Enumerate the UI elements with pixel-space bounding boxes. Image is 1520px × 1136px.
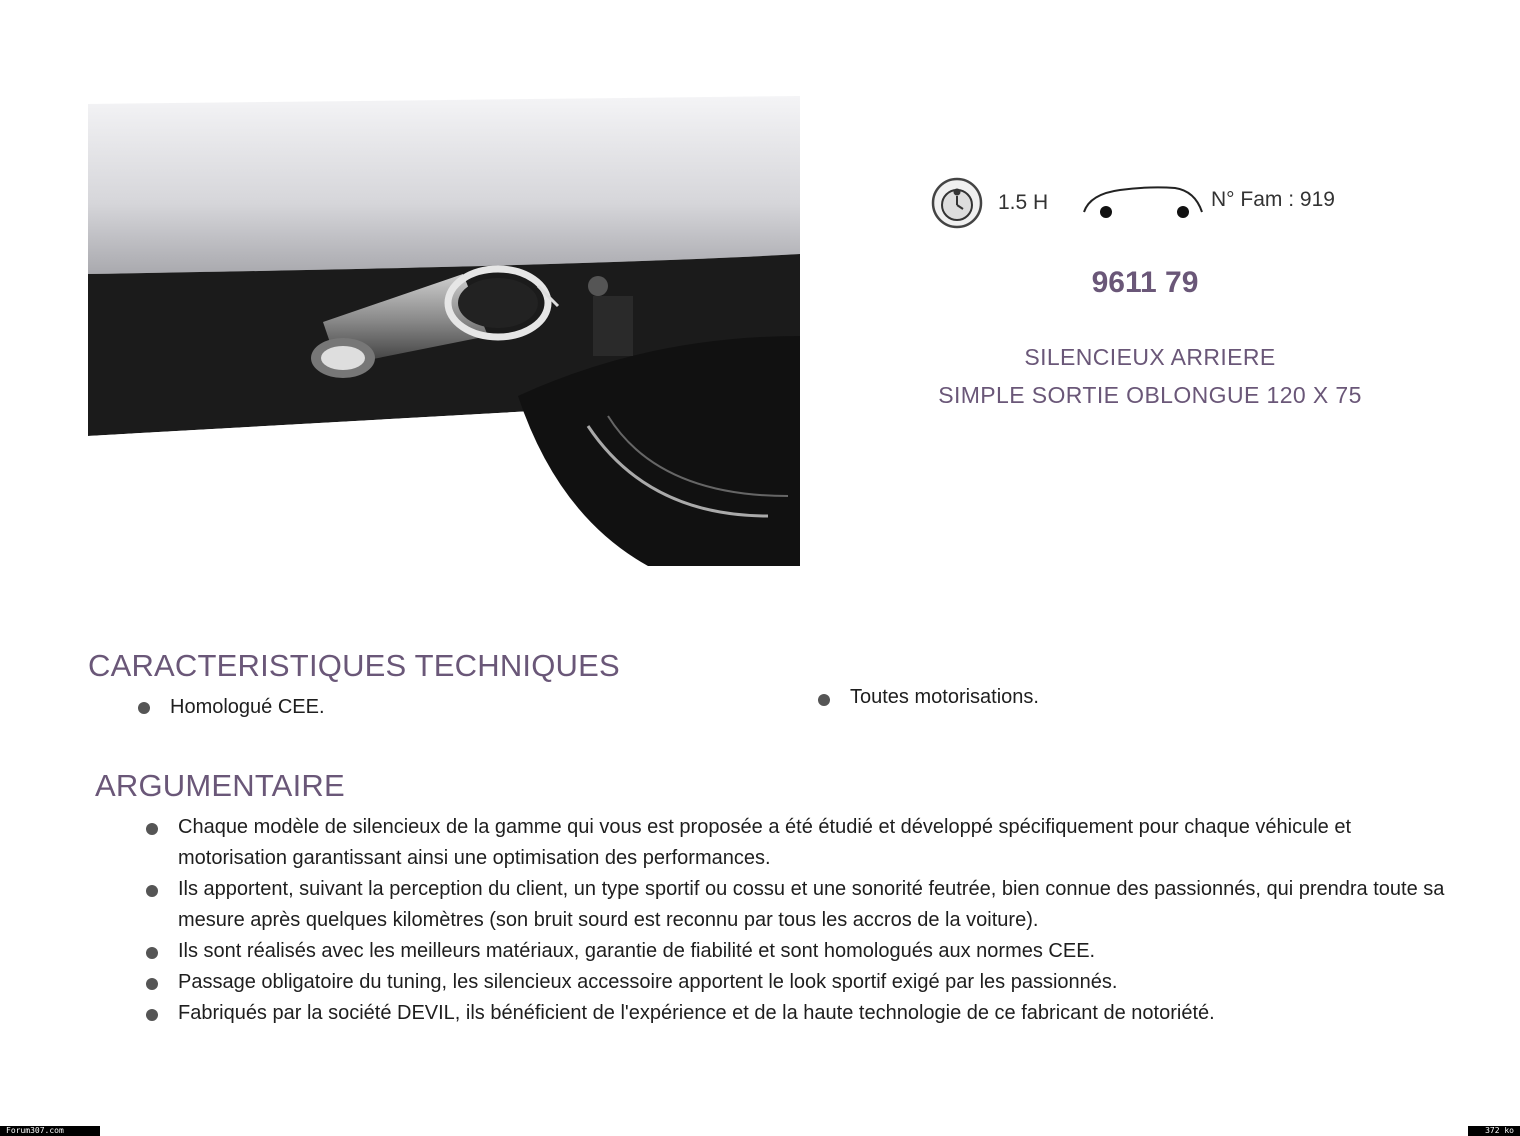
list-item-text: Passage obligatoire du tuning, les silencieux accessoire apportent le look sportif exigé par les passionnés. bbox=[178, 971, 1118, 993]
bullet-dot bbox=[146, 885, 158, 897]
bullet-dot bbox=[146, 823, 158, 835]
footer-watermark-left: Forum307.com bbox=[0, 1126, 100, 1136]
list-item bbox=[146, 874, 1446, 936]
list-item bbox=[146, 967, 1446, 998]
technical-item-text: Toutes motorisations. bbox=[850, 686, 1039, 708]
technical-heading: CARACTERISTIQUES TECHNIQUES bbox=[88, 648, 620, 683]
family-number: N° Fam : 919 bbox=[1211, 188, 1335, 211]
list-item-text: Fabriqués par la société DEVIL, ils bénéficient de l'expérience et de la haute technologie de ce fabricant de notoriété. bbox=[178, 1002, 1215, 1024]
list-item-text: Chaque modèle de silencieux de la gamme qui vous est proposée a été étudié et développé spécifiquement pour chaque véhicule et motorisation garantissant ainsi une optimisation des performances. bbox=[178, 816, 1351, 869]
product-title-line-1: SILENCIEUX ARRIERE bbox=[1024, 344, 1276, 370]
product-title-line-2: SIMPLE SORTIE OBLONGUE 120 X 75 bbox=[938, 382, 1362, 408]
exhaust-photo-illustration bbox=[88, 96, 800, 566]
stopwatch-icon bbox=[930, 176, 984, 230]
list-item-text: Ils apportent, suivant la perception du client, un type sportif ou cossu et une sonorité feutrée, bien connue des passionnés, qui prendra toute sa mesure après quelques kilomètres (son bruit sourd est reconnu par tous les accros de la voiture). bbox=[178, 878, 1445, 931]
argumentaire-heading: ARGUMENTAIRE bbox=[95, 768, 345, 803]
bullet-dot bbox=[146, 947, 158, 959]
list-item-text: Ils sont réalisés avec les meilleurs matériaux, garantie de fiabilité et sont homologués aux normes CEE. bbox=[178, 940, 1096, 962]
bullet-dot bbox=[138, 702, 150, 714]
labour-time: 1.5 H bbox=[998, 191, 1049, 214]
list-item bbox=[146, 998, 1446, 1029]
bullet-dot bbox=[146, 1009, 158, 1021]
product-reference: 9611 79 bbox=[1091, 266, 1199, 299]
bullet-dot bbox=[146, 978, 158, 990]
product-photo bbox=[88, 96, 800, 566]
car-silhouette-icon bbox=[1080, 182, 1206, 222]
list-item bbox=[146, 812, 1446, 874]
product-title bbox=[880, 338, 1420, 414]
bullet-dot bbox=[818, 694, 830, 706]
footer-file-size: 372 ko bbox=[1468, 1126, 1520, 1136]
list-item bbox=[146, 936, 1446, 967]
argumentaire-list bbox=[146, 812, 1446, 1029]
technical-item-text: Homologué CEE. bbox=[170, 696, 325, 718]
